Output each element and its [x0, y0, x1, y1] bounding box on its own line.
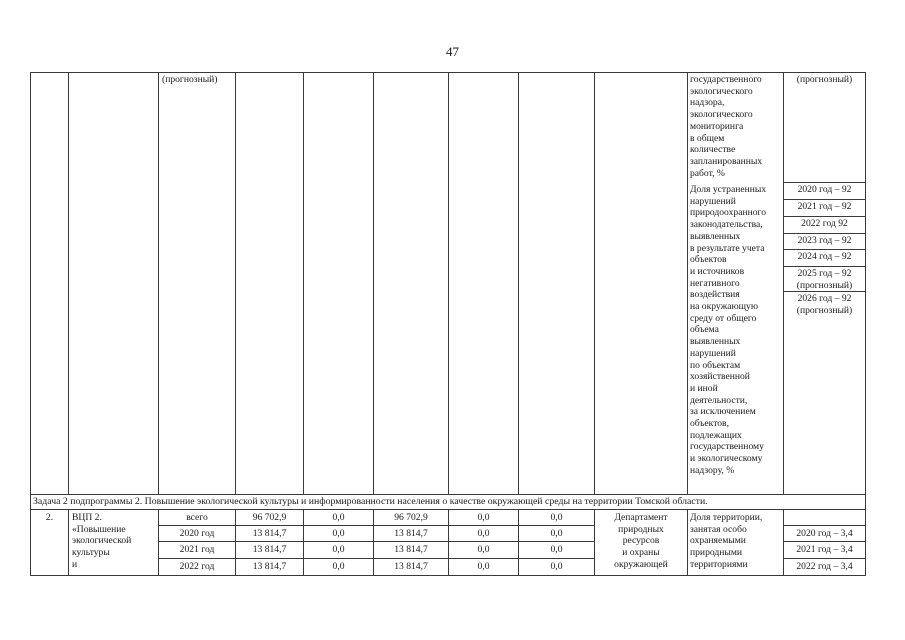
local-cell: 0,0	[477, 512, 490, 523]
table-rule	[235, 72, 236, 494]
table-rule	[68, 72, 69, 494]
table-rule	[158, 72, 159, 494]
table-rule	[158, 525, 594, 526]
table-rule	[783, 233, 866, 234]
regional-cell: 96 702,9	[394, 512, 428, 523]
indicator-value-2022: 2022 год 92	[801, 218, 848, 229]
protected-value-2020: 2020 год – 3,4	[796, 528, 853, 539]
budget-table	[30, 72, 866, 576]
period-cell: 2020 год	[179, 528, 215, 539]
indicator-eliminated-violations: Доля устраненных нарушений природоохранного законодательства, выявленных в результате учета объектов и источников негативного воздействия на окружающую среду от общего объема выявленных нарушений по объектам хозяйственной и иной деятельности, за исключением объектов, подлежащих государственному и экологическому надзору, %	[690, 184, 767, 476]
total-cell: 13 814,7	[252, 561, 287, 572]
table-rule	[783, 525, 866, 526]
indicator-protected-territory: Доля территории, занятая особо охраняемыми природными территориями	[690, 512, 763, 570]
total-cell: 96 702,9	[252, 512, 287, 523]
period-cell: всего	[186, 512, 208, 523]
table-rule	[783, 249, 866, 250]
table-rule	[783, 558, 866, 559]
table-rule	[783, 266, 866, 267]
table-rule	[158, 541, 594, 542]
indicator-value-2025: 2025 год – 92 (прогнозный)	[796, 268, 853, 291]
federal-cell: 0,0	[332, 544, 345, 555]
table-rule	[865, 509, 866, 576]
indicator-ecological-supervision-value: (прогнозный)	[796, 74, 853, 85]
program-name: ВЦП 2. «Повышение экологической культуры и	[72, 512, 132, 570]
regional-cell: 13 814,7	[394, 544, 428, 555]
protected-value-2021: 2021 год – 3,4	[796, 544, 853, 555]
period-forecast-label: (прогнозный)	[162, 74, 218, 85]
regional-cell: 13 814,7	[394, 561, 428, 572]
other-cell: 0,0	[550, 544, 563, 555]
federal-cell: 0,0	[332, 561, 345, 572]
table-rule	[783, 216, 866, 217]
local-cell: 0,0	[477, 561, 490, 572]
local-cell: 0,0	[477, 528, 490, 539]
indicator-ecological-supervision: государственного экологического надзора, экологического мониторинга в общем количестве запланированных работ, %	[690, 74, 763, 179]
table-rule	[68, 509, 69, 576]
regional-cell: 13 814,7	[394, 528, 428, 539]
table-rule	[373, 72, 374, 494]
table-rule	[783, 199, 866, 200]
table-rule	[518, 72, 519, 494]
table-rule	[30, 72, 31, 494]
row-number: 2.	[45, 512, 54, 523]
period-cell: 2022 год	[179, 561, 215, 572]
table-rule	[158, 558, 594, 559]
period-cell: 2021 год	[179, 544, 215, 555]
table-rule	[594, 72, 595, 494]
table-rule	[865, 72, 866, 494]
page-number: 47	[446, 44, 459, 59]
indicator-value-2023: 2023 год – 92	[797, 235, 852, 246]
total-cell: 13 814,7	[252, 544, 287, 555]
local-cell: 0,0	[477, 544, 490, 555]
table-rule	[783, 182, 866, 183]
table-rule	[30, 494, 31, 509]
task-heading: Задача 2 подпрограммы 2. Повышение экологической культуры и информированности населения о качестве окружающей среды на территории Томской области.	[33, 496, 708, 507]
indicator-value-2024: 2024 год – 92	[797, 251, 852, 262]
indicator-value-2021: 2021 год – 92	[797, 201, 852, 212]
table-rule	[30, 494, 866, 495]
table-rule	[687, 72, 688, 494]
other-cell: 0,0	[550, 512, 563, 523]
other-cell: 0,0	[550, 561, 563, 572]
executor: Департамент природных ресурсов и охраны окружающей	[614, 512, 668, 570]
indicator-value-2020: 2020 год – 92	[797, 184, 852, 195]
table-rule	[687, 509, 688, 576]
table-rule	[303, 72, 304, 494]
other-cell: 0,0	[550, 528, 563, 539]
table-rule	[448, 72, 449, 494]
protected-value-2022: 2022 год – 3,4	[796, 561, 853, 572]
federal-cell: 0,0	[332, 528, 345, 539]
total-cell: 13 814,7	[252, 528, 287, 539]
federal-cell: 0,0	[332, 512, 345, 523]
indicator-value-2026: 2026 год – 92 (прогнозный)	[796, 293, 853, 316]
table-rule	[865, 494, 866, 509]
table-rule	[783, 541, 866, 542]
